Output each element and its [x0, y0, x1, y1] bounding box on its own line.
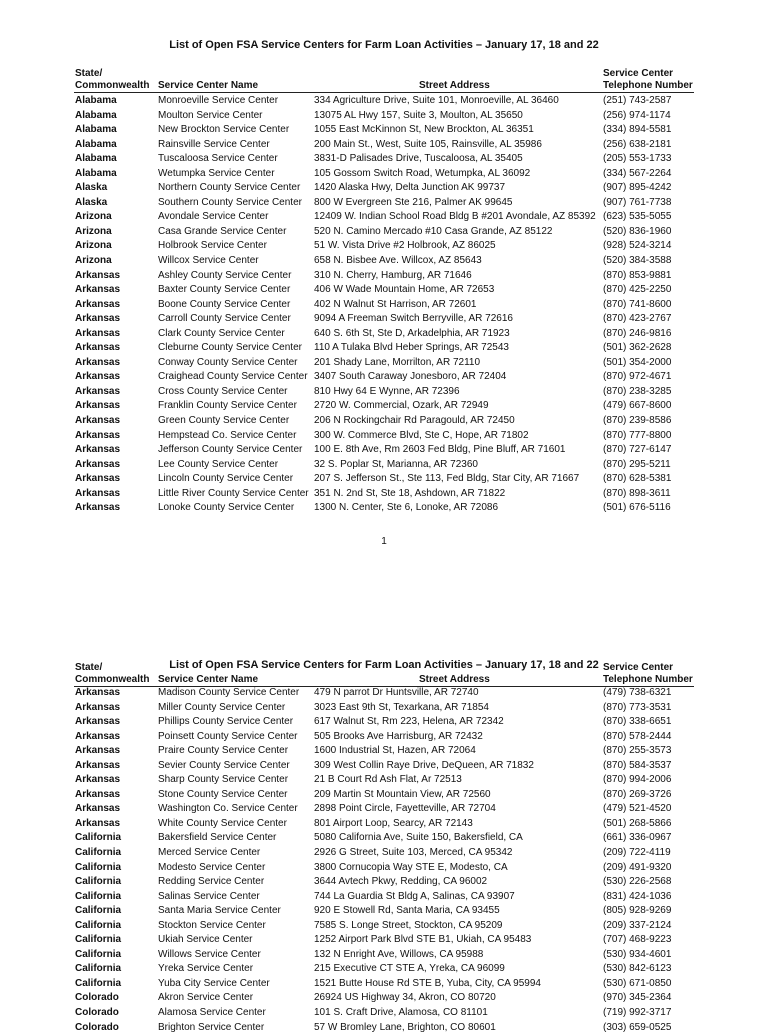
- street-address-cell: 810 Hwy 64 E Wynne, AR 72396: [314, 385, 460, 397]
- phone-header-line-1: Service Center: [603, 662, 674, 673]
- table-row: [0, 501, 768, 516]
- street-address-cell: 215 Executive CT STE A, Yreka, CA 96099: [314, 963, 505, 975]
- telephone-cell: (870) 972-4671: [603, 371, 672, 383]
- street-address-cell: 801 Airport Loop, Searcy, AR 72143: [314, 817, 473, 829]
- street-address-cell: 1252 Airport Park Blvd STE B1, Ukiah, CA 95483: [314, 934, 532, 946]
- street-address-cell: 617 Walnut St, Rm 223, Helena, AR 72342: [314, 716, 504, 728]
- street-address-cell: 744 La Guardia St Bldg A, Salinas, CA 93907: [314, 890, 515, 902]
- state-cell: California: [75, 977, 122, 989]
- table-row: [0, 312, 768, 327]
- table-row: [0, 138, 768, 153]
- state-cell: California: [75, 832, 122, 844]
- table-row: [0, 846, 768, 861]
- street-address-cell: 110 A Tulaka Blvd Heber Springs, AR 72543: [314, 342, 509, 354]
- service-center-name-cell: Brighton Service Center: [158, 1021, 265, 1033]
- telephone-cell: (205) 553-1733: [603, 153, 672, 165]
- telephone-cell: (870) 777-8800: [603, 429, 672, 441]
- state-cell: Arkansas: [75, 269, 121, 281]
- telephone-cell: (870) 994-2006: [603, 774, 672, 786]
- service-center-name-cell: Ukiah Service Center: [158, 934, 253, 946]
- table-row: [0, 269, 768, 284]
- table-row: [0, 298, 768, 313]
- state-cell: Arkansas: [75, 788, 121, 800]
- table-row: [0, 759, 768, 774]
- service-center-name-cell: Willcox Service Center: [158, 255, 259, 267]
- telephone-cell: (870) 246-9816: [603, 327, 672, 339]
- street-address-cell: 3023 East 9th St, Texarkana, AR 71854: [314, 701, 489, 713]
- telephone-cell: (907) 761-7738: [603, 196, 672, 208]
- service-center-name-cell: Redding Service Center: [158, 876, 265, 888]
- telephone-cell: (870) 584-3537: [603, 759, 672, 771]
- name-column-header: Service Center Name: [158, 80, 259, 91]
- telephone-cell: (831) 424-1036: [603, 890, 672, 902]
- telephone-cell: (530) 226-2568: [603, 876, 672, 888]
- header-rule: [74, 92, 694, 93]
- telephone-cell: (530) 671-0850: [603, 977, 672, 989]
- state-cell: California: [75, 905, 122, 917]
- service-center-name-cell: Conway County Service Center: [158, 356, 298, 368]
- table-row: [0, 715, 768, 730]
- table-row: [0, 152, 768, 167]
- state-cell: California: [75, 876, 122, 888]
- table-row: [0, 487, 768, 502]
- service-center-table: [0, 94, 768, 516]
- telephone-cell: (661) 336-0967: [603, 832, 672, 844]
- street-address-cell: 2898 Point Circle, Fayetteville, AR 72704: [314, 803, 496, 815]
- state-column-header: [75, 68, 149, 92]
- table-row: [0, 123, 768, 138]
- service-center-name-cell: Clark County Service Center: [158, 327, 285, 339]
- telephone-cell: (970) 345-2364: [603, 992, 672, 1004]
- state-cell: Colorado: [75, 992, 119, 1004]
- street-address-cell: 100 E. 8th Ave, Rm 2603 Fed Bldg, Pine Bluff, AR 71601: [314, 444, 566, 456]
- street-address-cell: 206 N Rockingchair Rd Paragould, AR 72450: [314, 415, 515, 427]
- telephone-cell: (870) 773-3531: [603, 701, 672, 713]
- telephone-cell: (479) 521-4520: [603, 803, 672, 815]
- street-address-cell: 12409 W. Indian School Road Bldg B #201 Avondale, AZ 85392: [314, 211, 596, 223]
- service-center-table: [0, 686, 768, 1035]
- street-address-cell: 658 N. Bisbee Ave. Willcox, AZ 85643: [314, 255, 482, 267]
- service-center-name-cell: Carroll County Service Center: [158, 313, 291, 325]
- street-address-cell: 1420 Alaska Hwy, Delta Junction AK 99737: [314, 182, 506, 194]
- state-column-header: [75, 662, 149, 686]
- service-center-name-cell: Lee County Service Center: [158, 458, 279, 470]
- state-cell: Arkansas: [75, 429, 121, 441]
- telephone-cell: (303) 659-0525: [603, 1021, 672, 1033]
- state-cell: Arkansas: [75, 400, 121, 412]
- table-row: [0, 283, 768, 298]
- service-center-name-cell: Casa Grande Service Center: [158, 225, 287, 237]
- state-cell: Colorado: [75, 1007, 119, 1019]
- state-cell: Alabama: [75, 124, 117, 136]
- state-cell: Colorado: [75, 1021, 119, 1033]
- table-row: [0, 875, 768, 890]
- service-center-name-cell: Tuscaloosa Service Center: [158, 153, 278, 165]
- telephone-cell: (501) 268-5866: [603, 817, 672, 829]
- service-center-name-cell: Santa Maria Service Center: [158, 905, 281, 917]
- state-cell: California: [75, 919, 122, 931]
- table-row: [0, 167, 768, 182]
- service-center-name-cell: Northern County Service Center: [158, 182, 301, 194]
- telephone-cell: (209) 722-4119: [603, 847, 671, 859]
- name-column-header: Service Center Name: [158, 674, 259, 685]
- telephone-cell: (928) 524-3214: [603, 240, 672, 252]
- table-row: [0, 773, 768, 788]
- table-row: [0, 458, 768, 473]
- street-address-cell: 310 N. Cherry, Hamburg, AR 71646: [314, 269, 472, 281]
- street-address-cell: 101 S. Craft Drive, Alamosa, CO 81101: [314, 1007, 488, 1019]
- state-header-line-2: Commonwealth: [75, 80, 150, 91]
- street-address-cell: 51 W. Vista Drive #2 Holbrook, AZ 86025: [314, 240, 496, 252]
- service-center-name-cell: Jefferson County Service Center: [158, 444, 303, 456]
- state-cell: California: [75, 963, 122, 975]
- table-row: [0, 831, 768, 846]
- telephone-cell: (870) 255-3573: [603, 745, 672, 757]
- street-address-cell: 2720 W. Commercial, Ozark, AR 72949: [314, 400, 489, 412]
- service-center-name-cell: Alamosa Service Center: [158, 1007, 266, 1019]
- state-cell: California: [75, 948, 122, 960]
- state-header-line-2: Commonwealth: [75, 674, 150, 685]
- table-row: [0, 730, 768, 745]
- street-address-cell: 1600 Industrial St, Hazen, AR 72064: [314, 745, 476, 757]
- telephone-cell: (479) 667-8600: [603, 400, 672, 412]
- table-row: [0, 962, 768, 977]
- table-row: [0, 254, 768, 269]
- table-row: [0, 919, 768, 934]
- state-cell: Arkansas: [75, 327, 121, 339]
- service-center-name-cell: Sharp County Service Center: [158, 774, 289, 786]
- telephone-cell: (501) 354-2000: [603, 356, 672, 368]
- state-header-line-1: State/: [75, 68, 103, 79]
- state-cell: Arizona: [75, 211, 112, 223]
- telephone-cell: (870) 238-3285: [603, 385, 672, 397]
- telephone-cell: (870) 578-2444: [603, 730, 672, 742]
- table-row: [0, 239, 768, 254]
- state-cell: Arkansas: [75, 687, 121, 698]
- service-center-name-cell: Wetumpka Service Center: [158, 167, 275, 179]
- state-cell: California: [75, 890, 122, 902]
- state-cell: Arkansas: [75, 803, 121, 815]
- table-row: [0, 429, 768, 444]
- table-row: [0, 370, 768, 385]
- telephone-cell: (870) 741-8600: [603, 298, 672, 310]
- table-row: [0, 181, 768, 196]
- table-row: [0, 356, 768, 371]
- street-address-cell: 105 Gossom Switch Road, Wetumpka, AL 36092: [314, 167, 531, 179]
- table-row: [0, 861, 768, 876]
- phone-column-header: [603, 68, 693, 92]
- state-cell: Arkansas: [75, 342, 121, 354]
- service-center-name-cell: Poinsett County Service Center: [158, 730, 298, 742]
- street-address-cell: 5080 California Ave, Suite 150, Bakersfield, CA: [314, 832, 523, 844]
- street-address-cell: 200 Main St., West, Suite 105, Rainsville, AL 35986: [314, 138, 542, 150]
- telephone-cell: (870) 425-2250: [603, 284, 672, 296]
- state-cell: Arkansas: [75, 774, 121, 786]
- telephone-cell: (501) 676-5116: [603, 502, 671, 514]
- street-address-cell: 479 N parrot Dr Huntsville, AR 72740: [314, 687, 479, 698]
- street-address-cell: 3407 South Caraway Jonesboro, AR 72404: [314, 371, 507, 383]
- phone-column-header: [603, 662, 693, 686]
- telephone-cell: (334) 894-5581: [603, 124, 672, 136]
- street-address-cell: 334 Agriculture Drive, Suite 101, Monroeville, AL 36460: [314, 95, 559, 106]
- state-cell: Arkansas: [75, 487, 121, 499]
- service-center-name-cell: White County Service Center: [158, 817, 287, 829]
- state-cell: California: [75, 934, 122, 946]
- service-center-name-cell: Cleburne County Service Center: [158, 342, 302, 354]
- service-center-name-cell: Cross County Service Center: [158, 385, 288, 397]
- service-center-name-cell: Yuba City Service Center: [158, 977, 270, 989]
- telephone-cell: (251) 743-2587: [603, 95, 672, 106]
- service-center-name-cell: Willows Service Center: [158, 948, 261, 960]
- service-center-name-cell: Washington Co. Service Center: [158, 803, 298, 815]
- state-cell: Arkansas: [75, 356, 121, 368]
- state-cell: Alabama: [75, 109, 117, 121]
- table-row: [0, 399, 768, 414]
- state-cell: Arkansas: [75, 701, 121, 713]
- service-center-name-cell: Franklin County Service Center: [158, 400, 297, 412]
- service-center-name-cell: Baxter County Service Center: [158, 284, 291, 296]
- table-row: [0, 991, 768, 1006]
- service-center-name-cell: Stone County Service Center: [158, 788, 288, 800]
- state-cell: Arkansas: [75, 745, 121, 757]
- table-row: [0, 701, 768, 716]
- table-row: [0, 341, 768, 356]
- service-center-name-cell: Modesto Service Center: [158, 861, 266, 873]
- service-center-name-cell: Salinas Service Center: [158, 890, 260, 902]
- telephone-cell: (256) 638-2181: [603, 138, 672, 150]
- street-address-cell: 57 W Bromley Lane, Brighton, CO 80601: [314, 1021, 496, 1033]
- street-address-cell: 3644 Avtech Pkwy, Redding, CA 96002: [314, 876, 488, 888]
- street-address-cell: 520 N. Camino Mercado #10 Casa Grande, AZ 85122: [314, 225, 553, 237]
- state-cell: Arkansas: [75, 502, 121, 514]
- table-row: [0, 686, 768, 701]
- street-address-cell: 9094 A Freeman Switch Berryville, AR 72616: [314, 313, 513, 325]
- telephone-cell: (870) 338-6651: [603, 716, 672, 728]
- service-center-name-cell: Monroeville Service Center: [158, 95, 279, 106]
- state-cell: Alaska: [75, 196, 108, 208]
- street-address-cell: 300 W. Commerce Blvd, Ste C, Hope, AR 71802: [314, 429, 529, 441]
- service-center-name-cell: Stockton Service Center: [158, 919, 266, 931]
- telephone-cell: (501) 362-2628: [603, 342, 672, 354]
- table-row: [0, 414, 768, 429]
- telephone-cell: (719) 992-3717: [603, 1007, 672, 1019]
- table-row: [0, 1006, 768, 1021]
- state-cell: Arkansas: [75, 371, 121, 383]
- street-address-cell: 3831-D Palisades Drive, Tuscaloosa, AL 35405: [314, 153, 523, 165]
- table-row: [0, 109, 768, 124]
- service-center-name-cell: Southern County Service Center: [158, 196, 302, 208]
- street-address-cell: 207 S. Jefferson St., Ste 113, Fed Bldg, Star City, AR 71667: [314, 473, 580, 485]
- service-center-name-cell: Merced Service Center: [158, 847, 261, 859]
- state-header-line-1: State/: [75, 662, 103, 673]
- street-address-cell: 26924 US Highway 34, Akron, CO 80720: [314, 992, 496, 1004]
- street-address-cell: 351 N. 2nd St, Ste 18, Ashdown, AR 71822: [314, 487, 506, 499]
- service-center-name-cell: Little River County Service Center: [158, 487, 309, 499]
- service-center-name-cell: Yreka Service Center: [158, 963, 254, 975]
- street-address-cell: 132 N Enright Ave, Willows, CA 95988: [314, 948, 484, 960]
- address-column-header: Street Address: [419, 674, 490, 685]
- service-center-name-cell: Green County Service Center: [158, 415, 290, 427]
- street-address-cell: 32 S. Poplar St, Marianna, AR 72360: [314, 458, 478, 470]
- telephone-cell: (707) 468-9223: [603, 934, 672, 946]
- state-cell: Arkansas: [75, 458, 121, 470]
- telephone-cell: (870) 269-3726: [603, 788, 672, 800]
- street-address-cell: 1055 East McKinnon St, New Brockton, AL 36351: [314, 124, 534, 136]
- state-cell: Arkansas: [75, 313, 121, 325]
- street-address-cell: 640 S. 6th St, Ste D, Arkadelphia, AR 71923: [314, 327, 510, 339]
- service-center-name-cell: Madison County Service Center: [158, 687, 300, 698]
- table-row: [0, 948, 768, 963]
- service-center-name-cell: New Brockton Service Center: [158, 124, 290, 136]
- telephone-cell: (870) 239-8586: [603, 415, 672, 427]
- state-cell: Arizona: [75, 255, 112, 267]
- telephone-cell: (870) 423-2767: [603, 313, 672, 325]
- table-row: [0, 472, 768, 487]
- state-cell: Alabama: [75, 153, 117, 165]
- service-center-name-cell: Akron Service Center: [158, 992, 254, 1004]
- state-cell: Arkansas: [75, 298, 121, 310]
- street-address-cell: 21 B Court Rd Ash Flat, Ar 72513: [314, 774, 462, 786]
- telephone-cell: (530) 842-6123: [603, 963, 672, 975]
- service-center-name-cell: Boone County Service Center: [158, 298, 291, 310]
- service-center-name-cell: Lonoke County Service Center: [158, 502, 295, 514]
- state-cell: California: [75, 847, 122, 859]
- state-cell: Arkansas: [75, 716, 121, 728]
- table-row: [0, 210, 768, 225]
- service-center-name-cell: Rainsville Service Center: [158, 138, 270, 150]
- street-address-cell: 7585 S. Longe Street, Stockton, CA 95209: [314, 919, 503, 931]
- table-row: [0, 1021, 768, 1035]
- street-address-cell: 2926 G Street, Suite 103, Merced, CA 95342: [314, 847, 513, 859]
- street-address-cell: 13075 AL Hwy 157, Suite 3, Moulton, AL 35650: [314, 109, 523, 121]
- street-address-cell: 1521 Butte House Rd STE B, Yuba, City, CA 95994: [314, 977, 541, 989]
- telephone-cell: (209) 491-9320: [603, 861, 672, 873]
- state-cell: Arkansas: [75, 415, 121, 427]
- state-cell: Arkansas: [75, 817, 121, 829]
- telephone-cell: (256) 974-1174: [603, 109, 671, 121]
- telephone-cell: (520) 384-3588: [603, 255, 672, 267]
- state-cell: Arizona: [75, 225, 112, 237]
- page-title: List of Open FSA Service Centers for Farm Loan Activities – January 17, 18 and 22: [169, 659, 599, 671]
- table-row: [0, 744, 768, 759]
- street-address-cell: 402 N Walnut St Harrison, AR 72601: [314, 298, 477, 310]
- state-cell: Alabama: [75, 167, 117, 179]
- table-row: [0, 890, 768, 905]
- telephone-cell: (623) 535-5055: [603, 211, 672, 223]
- page-number: 1: [381, 536, 387, 547]
- state-cell: Arkansas: [75, 385, 121, 397]
- telephone-cell: (870) 628-5381: [603, 473, 672, 485]
- street-address-cell: 920 E Stowell Rd, Santa Maria, CA 93455: [314, 905, 500, 917]
- table-row: [0, 327, 768, 342]
- street-address-cell: 3800 Cornucopia Way STE E, Modesto, CA: [314, 861, 508, 873]
- table-row: [0, 788, 768, 803]
- service-center-name-cell: Phillips County Service Center: [158, 716, 294, 728]
- table-row: [0, 385, 768, 400]
- state-cell: Arkansas: [75, 444, 121, 456]
- table-row: [0, 817, 768, 832]
- telephone-cell: (520) 836-1960: [603, 225, 672, 237]
- service-center-name-cell: Lincoln County Service Center: [158, 473, 294, 485]
- page-title: List of Open FSA Service Centers for Farm Loan Activities – January 17, 18 and 22: [169, 39, 599, 51]
- telephone-cell: (870) 853-9881: [603, 269, 672, 281]
- telephone-cell: (907) 895-4242: [603, 182, 672, 194]
- state-cell: Arizona: [75, 240, 112, 252]
- service-center-name-cell: Moulton Service Center: [158, 109, 263, 121]
- state-cell: California: [75, 861, 122, 873]
- phone-header-line-2: Telephone Number: [603, 674, 693, 685]
- table-row: [0, 196, 768, 211]
- service-center-name-cell: Sevier County Service Center: [158, 759, 290, 771]
- telephone-cell: (870) 898-3611: [603, 487, 671, 499]
- service-center-name-cell: Miller County Service Center: [158, 701, 286, 713]
- table-row: [0, 94, 768, 109]
- table-row: [0, 977, 768, 992]
- phone-header-line-2: Telephone Number: [603, 80, 693, 91]
- street-address-cell: 505 Brooks Ave Harrisburg, AR 72432: [314, 730, 483, 742]
- phone-header-line-1: Service Center: [603, 68, 674, 79]
- table-row: [0, 933, 768, 948]
- service-center-name-cell: Ashley County Service Center: [158, 269, 292, 281]
- service-center-name-cell: Praire County Service Center: [158, 745, 289, 757]
- telephone-cell: (805) 928-9269: [603, 905, 672, 917]
- street-address-cell: 1300 N. Center, Ste 6, Lonoke, AR 72086: [314, 502, 499, 514]
- telephone-cell: (870) 727-6147: [603, 444, 672, 456]
- street-address-cell: 800 W Evergreen Ste 216, Palmer AK 99645: [314, 196, 513, 208]
- address-column-header: Street Address: [419, 80, 490, 91]
- table-row: [0, 904, 768, 919]
- service-center-name-cell: Holbrook Service Center: [158, 240, 267, 252]
- state-cell: Alaska: [75, 182, 108, 194]
- street-address-cell: 406 W Wade Mountain Home, AR 72653: [314, 284, 495, 296]
- telephone-cell: (334) 567-2264: [603, 167, 672, 179]
- telephone-cell: (209) 337-2124: [603, 919, 672, 931]
- service-center-name-cell: Hempstead Co. Service Center: [158, 429, 297, 441]
- telephone-cell: (479) 738-6321: [603, 687, 672, 698]
- street-address-cell: 201 Shady Lane, Morrilton, AR 72110: [314, 356, 481, 368]
- street-address-cell: 209 Martin St Mountain View, AR 72560: [314, 788, 491, 800]
- telephone-cell: (530) 934-4601: [603, 948, 672, 960]
- service-center-name-cell: Avondale Service Center: [158, 211, 269, 223]
- state-cell: Arkansas: [75, 730, 121, 742]
- state-cell: Alabama: [75, 138, 117, 150]
- table-row: [0, 225, 768, 240]
- table-row: [0, 802, 768, 817]
- telephone-cell: (870) 295-5211: [603, 458, 671, 470]
- service-center-name-cell: Bakersfield Service Center: [158, 832, 277, 844]
- street-address-cell: 309 West Collin Raye Drive, DeQueen, AR 71832: [314, 759, 534, 771]
- service-center-name-cell: Craighead County Service Center: [158, 371, 308, 383]
- table-row: [0, 443, 768, 458]
- state-cell: Alabama: [75, 95, 117, 106]
- state-cell: Arkansas: [75, 473, 121, 485]
- state-cell: Arkansas: [75, 759, 121, 771]
- state-cell: Arkansas: [75, 284, 121, 296]
